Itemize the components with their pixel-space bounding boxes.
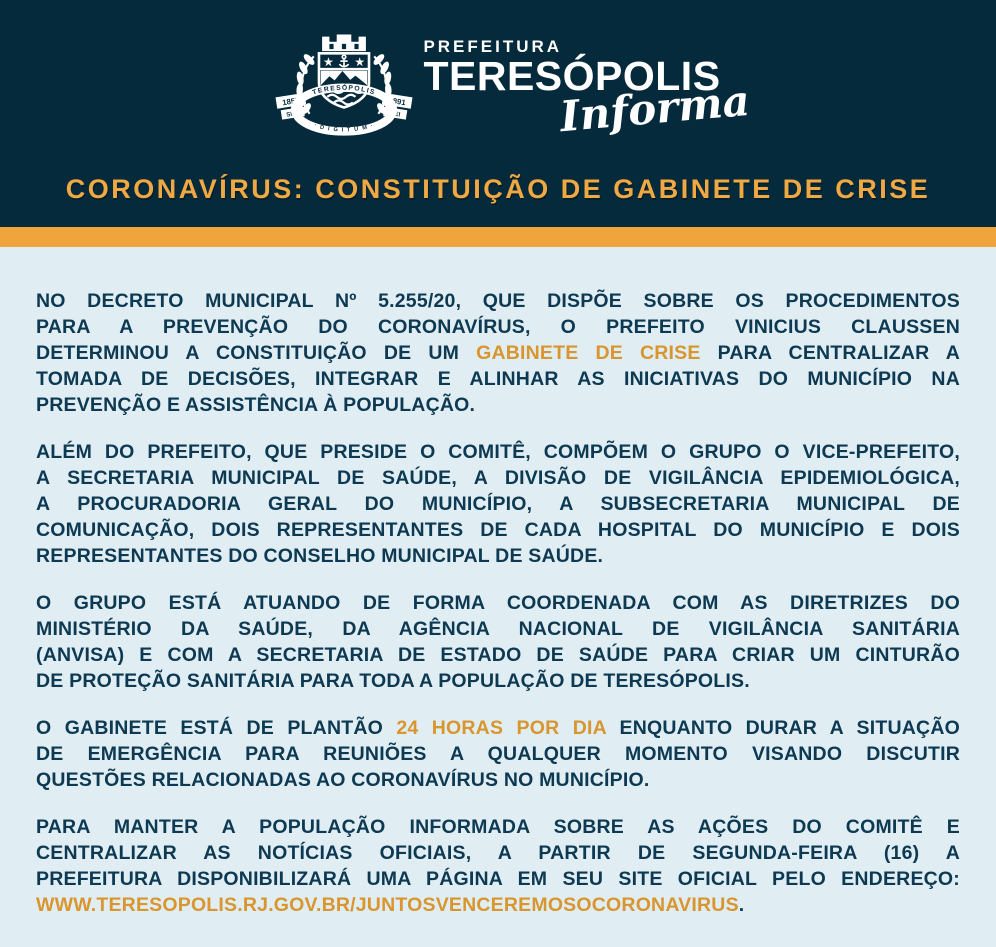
text-line [36,668,960,694]
header [0,0,996,227]
crown-icon [323,35,367,52]
accent-text: 24 HORAS POR DIA [396,717,607,739]
ribbon-word-right: DEI [389,109,402,119]
text-line [36,616,960,642]
text-line [36,340,960,366]
paragraph [36,715,960,793]
headline: CORONAVÍRUS: CONSTITUIÇÃO DE GABINETE DE CRISE [65,174,931,204]
body-text: DE PROTEÇÃO SANITÁRIA PARA TODA A POPULAÇÃO DE TERESÓPOLIS. [36,670,750,692]
body-text: DE EMERGÊNCIA PARA REUNIÕES A QUALQUER MOMENTO VISANDO DISCUTIR [36,743,960,765]
body-text: TOMADA DE DECISÕES, INTEGRAR E ALINHAR AS INICIATIVAS DO MUNICÍPIO NA [36,368,960,390]
brand-top-label: PREFEITURA [423,37,563,56]
crest-motto-text: · D I G I T U M · [313,122,376,134]
body-text: ALÉM DO PREFEITO, QUE PRESIDE O COMITÊ, COMPÕEM O GRUPO O VICE-PREFEITO, [36,441,960,463]
accent-divider-bar [0,227,996,247]
brand-name-label: TERESÓPOLIS [423,53,721,99]
body-text: A PROCURADORIA GERAL DO MUNICÍPIO, A SUBSECRETARIA MUNICIPAL DE [36,493,960,515]
body-text: O GRUPO ESTÁ ATUANDO DE FORMA COORDENADA COM AS DIRETRIZES DO [36,592,960,614]
text-line [36,866,960,892]
text-line [36,814,960,840]
article-body [0,247,996,947]
body-text: PARA CENTRALIZAR A [700,342,960,364]
body-text: MINISTÉRIO DA SAÚDE, DA AGÊNCIA NACIONAL DE VIGILÂNCIA SANITÁRIA [36,618,960,640]
body-text: O GABINETE ESTÁ DE PLANTÃO [36,717,397,739]
text-line [36,465,960,491]
body-text: NO DECRETO MUNICIPAL Nº 5.255/20, QUE DISPÕE SOBRE OS PROCEDIMENTOS [36,290,960,312]
body-text: COMUNICAÇÃO, DOIS REPRESENTANTES DE CADA HOSPITAL DO MUNICÍPIO E DOIS [36,519,960,541]
star-left-icon: ★ [324,57,334,69]
paragraph [36,814,960,918]
body-text: A SECRETARIA MUNICIPAL DE SAÚDE, A DIVISÃO DE VIGILÂNCIA EPIDEMIOLÓGICA, [36,467,960,489]
text-line [36,741,960,767]
paragraph [36,590,960,694]
body-text: PARA A PREVENÇÃO DO CORONAVÍRUS, O PREFEITO VINICIUS CLAUSSEN [36,316,960,338]
accent-text: GABINETE DE CRISE [476,342,701,364]
text-line [36,892,960,918]
text-line [36,715,960,741]
paragraph [36,288,960,418]
text-line [36,590,960,616]
text-line [36,314,960,340]
text-line [36,517,960,543]
text-line [36,642,960,668]
text-line [36,439,960,465]
body-text: ENQUANTO DURAR A SITUAÇÃO [606,717,960,739]
body-text: (ANVISA) E COM A SECRETARIA DE ESTADO DE SAÚDE PARA CRIAR UM CINTURÃO [36,644,960,666]
body-text: QUESTÕES RELACIONADAS AO CORONAVÍRUS NO MUNICÍPIO. [36,769,650,791]
ribbon-year-left: 1855 [282,95,301,108]
ribbon-word-left: SUB [286,109,301,119]
text-line [36,288,960,314]
body-text: REPRESENTANTES DO CONSELHO MUNICIPAL DE SAÚDE. [36,545,604,567]
body-text: DETERMINOU A CONSTITUIÇÃO DE UM [36,342,477,364]
brand-logo [275,22,753,145]
body-text: PREVENÇÃO E ASSISTÊNCIA À POPULAÇÃO. [36,394,476,416]
body-text: CENTRALIZAR AS NOTÍCIAS OFICIAIS, A PARTIR DE SEGUNDA-FEIRA (16) A [36,842,960,864]
text-line [36,491,960,517]
paragraphs [36,288,960,918]
brand-text [423,37,753,142]
brand-script-label: Informa [558,75,753,142]
body-text: PREFEITURA DISPONIBILIZARÁ UMA PÁGINA EM SEU SITE OFICIAL PELO ENDEREÇO: [36,868,960,890]
teresopolis-crest-icon [275,22,413,145]
site-link[interactable]: WWW.TERESOPOLIS.RJ.GOV.BR/JUNTOSVENCEREMOSOCORONAVIRUS [36,894,739,916]
crest-band-text: TERESÓPOLIS [312,84,377,97]
shield-icon [319,53,369,107]
text-line [36,392,960,418]
text-line [36,767,960,793]
text-line [36,366,960,392]
body-text: PARA MANTER A POPULAÇÃO INFORMADA SOBRE AS AÇÕES DO COMITÊ E [36,816,960,838]
star-right-icon: ★ [355,57,365,69]
paragraph [36,439,960,569]
ribbon-year-right: 1891 [388,95,407,108]
text-line [36,543,960,569]
text-line [36,840,960,866]
body-text: . [738,894,745,916]
